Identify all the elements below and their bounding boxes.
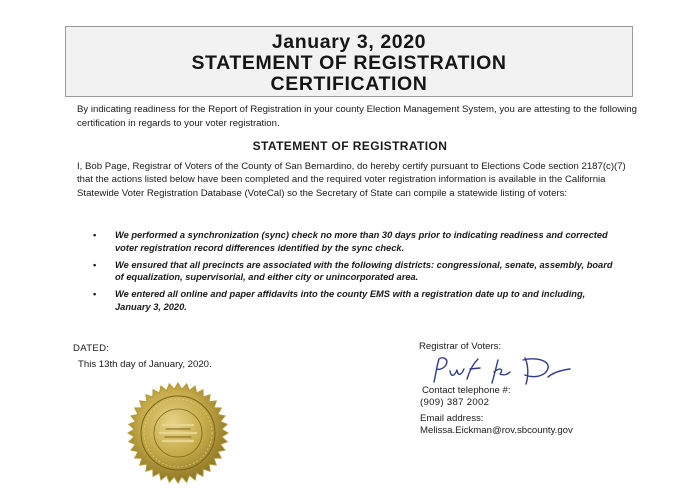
registrar-label: Registrar of Voters: [419,341,502,352]
section-title: STATEMENT OF REGISTRATION [252,139,448,153]
list-item-text: We performed a synchronization (sync) check no more than 30 days prior to indicating readiness and corrected voter registration record differences identified by the sync check. [115,230,608,253]
bullet-icon: • [93,230,97,240]
dated-label: DATED: [73,343,110,354]
statement-paragraph: I, Bob Page, Registrar of Voters of the County of San Bernardino, do hereby certify pursuant to Elections Code section 2187(c)(7) that the actions listed below have been completed and the required voter registration information is available in the California Statewide Voter Registration Database (VoteCal) so the Secretary of State can compile a statewide listing of voters: [77,161,626,199]
title-box [65,26,633,97]
intro-paragraph: By indicating readiness for the Report of Registration in your county Election Management System, you are attesting to the following certification in regards to your voter registration. [77,104,637,129]
bullet-icon: • [93,289,97,300]
bullet-icon: • [93,259,97,270]
certification-list [93,229,613,318]
list-item [93,288,613,314]
title-line-2: CERTIFICATION [270,73,428,95]
email-address: Melissa.Eickman@rov.sbcounty.gov [420,425,573,436]
list-item-text: We ensured that all precincts are associated with the following districts: congressional, senate, assembly, board of equalization, supervisorial, and either city or unincorporated area. [115,259,613,283]
contact-label: Contact telephone #: [422,385,511,396]
list-item-text: We entered all online and paper affidavits into the county EMS with a registration date up to and including, January 3, 2020. [115,289,586,312]
gold-seal-icon [118,377,238,489]
certification-date: January 3, 2020 [271,31,427,53]
date-signed: This 13th day of January, 2020. [78,359,212,370]
contact-phone: (909) 387 2002 [420,397,490,408]
list-item [93,229,613,255]
list-item [93,259,613,285]
title-line-1: STATEMENT OF REGISTRATION [191,52,507,74]
email-label: Email address: [420,413,484,424]
signature-icon [430,355,580,387]
